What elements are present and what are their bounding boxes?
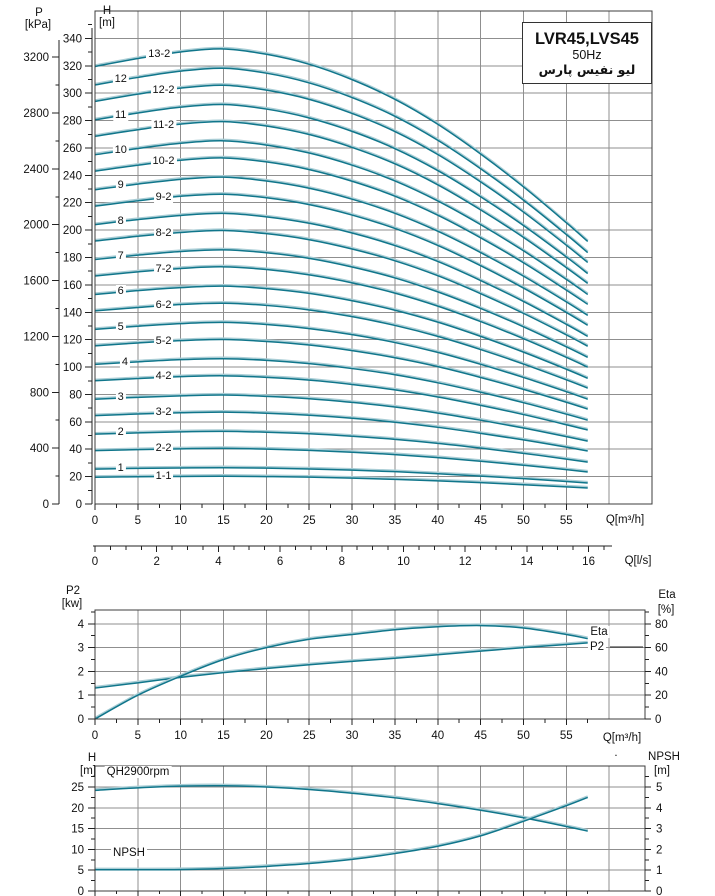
bh-tick-label: 20 (71, 802, 84, 815)
x-tick-label: 20 (259, 515, 273, 527)
stage-curve-label: 11 (114, 108, 127, 121)
npsh-tick-label: 2 (656, 844, 663, 857)
ls-tick-label: 14 (520, 556, 534, 568)
stage-curve-label: 5-2 (155, 334, 172, 347)
eta-tick-label: 0 (655, 714, 662, 726)
mid-x-tick-label: 25 (302, 730, 316, 742)
stage-curve-label: 4 (121, 355, 129, 368)
stage-curve-label: 10-2 (152, 155, 175, 168)
h-tick-label: 280 (62, 115, 82, 128)
p2-axis-title: P2 (65, 585, 81, 597)
npsh-tick-label: 3 (656, 823, 663, 836)
p-axis-unit: [kPa] (24, 19, 52, 31)
ls-tick-label: 4 (215, 556, 222, 568)
eta-axis-unit: [%] (657, 604, 675, 616)
p2-curve-label: P2 (589, 641, 605, 653)
p-tick-label: 0 (42, 499, 49, 511)
mid-x-tick-label: 55 (559, 730, 573, 742)
x-tick-label: 50 (517, 515, 530, 527)
stage-curve-label: 6-2 (155, 298, 172, 311)
h-axis-unit: [m] (99, 17, 115, 29)
stage-curve-label: 1 (117, 461, 124, 474)
brand-name: ليو نفيس پارس (538, 61, 636, 77)
stage-curve-label: 12-2 (152, 83, 175, 96)
h-tick-label: 0 (75, 499, 82, 511)
stage-curve-label: 2-2 (155, 442, 172, 455)
x-tick-label: 0 (91, 515, 99, 527)
bh-tick-label: 5 (77, 865, 84, 878)
stage-curve-label: 5 (117, 320, 124, 333)
eta-curve-label: Eta (590, 626, 608, 638)
stage-curve-label: 13-2 (148, 48, 171, 61)
x-tick-label: 30 (345, 515, 359, 527)
stage-curve-label: 8 (117, 214, 124, 227)
stage-curve-label: 9 (117, 179, 124, 192)
kw-tick-label: 0 (77, 714, 84, 726)
npsh-axis-title: NPSH (648, 751, 680, 763)
h-tick-label: 180 (62, 252, 82, 265)
mid-x-tick-label: 30 (345, 730, 359, 742)
stage-curve-label: 3-2 (155, 406, 172, 419)
x-tick-label: 35 (388, 515, 402, 527)
npsh-curve-halo (95, 796, 588, 868)
h-tick-label: 300 (62, 88, 82, 101)
stage-curve-label: 7-2 (155, 262, 172, 275)
kw-tick-label: 4 (77, 618, 84, 631)
h-tick-label: 60 (69, 416, 82, 429)
stage-curve-label: 7 (117, 249, 124, 262)
p-tick-label: 2000 (23, 219, 49, 232)
p-tick-label: 1600 (23, 275, 49, 288)
main-x-axis-unit: Q[m³/h] (605, 514, 645, 526)
h-tick-label: 200 (62, 225, 82, 238)
bottom-h-axis-unit: [m] (80, 765, 96, 777)
mid-x-tick-label: 50 (517, 730, 530, 742)
kw-tick-label: 2 (77, 666, 84, 679)
eta-tick-label: 20 (655, 690, 668, 703)
ls-tick-label: 12 (458, 556, 472, 568)
eta-curve (95, 626, 588, 719)
x-tick-label: 15 (217, 515, 230, 527)
p-tick-label: 400 (29, 443, 49, 456)
x-tick-label: 25 (302, 515, 316, 527)
eta-tick-label: 40 (655, 666, 668, 679)
mid-x-tick-label: 5 (134, 730, 142, 742)
mid-x-tick-label: 35 (388, 730, 402, 742)
x-tick-label: 5 (134, 515, 142, 527)
h-tick-label: 80 (69, 389, 82, 402)
p-tick-label: 800 (29, 387, 49, 400)
stage-curve-label: 12 (114, 73, 127, 86)
kw-tick-label: 3 (77, 642, 84, 655)
p2-axis-unit: [kw] (61, 598, 83, 610)
h-tick-label: 140 (62, 307, 82, 320)
ls-axis-unit: Q[l/s] (624, 555, 652, 567)
p-tick-label: 2400 (23, 163, 49, 176)
h-tick-label: 40 (69, 444, 82, 457)
mid-x-tick-label: 15 (217, 730, 230, 742)
ls-tick-label: 2 (153, 556, 160, 568)
h-tick-label: 160 (62, 279, 82, 292)
pump-model: LVR45,LVS45 (535, 29, 639, 48)
x-tick-label: 10 (174, 515, 188, 527)
stage-curve-label: 9-2 (155, 191, 172, 204)
npsh-axis-unit: [m] (654, 765, 670, 777)
bh-tick-label: 25 (71, 782, 84, 794)
h-tick-label: 320 (62, 60, 82, 73)
p-tick-label: 1200 (23, 331, 49, 344)
h-tick-label: 100 (62, 362, 82, 375)
stage-curve-label: 1-1 (155, 469, 172, 482)
ls-tick-label: 0 (91, 556, 99, 568)
stage-curve-label: 10 (114, 144, 127, 157)
p-tick-label: 3200 (23, 52, 49, 65)
h-tick-label: 340 (62, 33, 82, 46)
mid-x-tick-label: 0 (91, 730, 99, 742)
bh-tick-label: 0 (77, 886, 84, 896)
h-tick-label: 240 (62, 170, 82, 183)
h-axis-title: H (102, 5, 112, 17)
npsh-tick-label: 0 (656, 886, 663, 896)
stage-curve-label: 11-2 (152, 119, 175, 132)
stage-curve-label: 8-2 (155, 226, 172, 239)
h-tick-label: 220 (62, 197, 82, 210)
ls-tick-label: 16 (582, 556, 595, 568)
mid-plot-border (95, 610, 645, 719)
bh-tick-label: 15 (71, 823, 84, 836)
eta-axis-title: Eta (658, 589, 676, 601)
mid-x-axis-unit: Q[m³/h] (602, 732, 642, 744)
stage-curve-label: 3 (117, 391, 124, 404)
npsh-curve-label: NPSH (113, 847, 145, 859)
npsh-tick-label: 1 (656, 865, 663, 878)
mid-x-tick-label: 10 (174, 730, 188, 742)
h-tick-label: 20 (69, 471, 82, 484)
title-box (522, 22, 652, 84)
ls-tick-label: 8 (338, 556, 345, 568)
ls-tick-label: 10 (397, 556, 410, 568)
p-axis-title: P (35, 7, 43, 19)
bh-tick-label: 10 (71, 844, 84, 857)
x-tick-label: 40 (431, 515, 445, 527)
h-tick-label: 260 (62, 142, 82, 155)
bottom-h-axis-title: H (87, 752, 97, 764)
mid-x-tick-label: 45 (474, 730, 488, 742)
ls-tick-label: 6 (276, 556, 284, 568)
h-tick-label: 120 (62, 334, 82, 347)
eta-tick-label: 60 (655, 642, 668, 655)
mid-x-tick-label: 20 (259, 730, 273, 742)
stray-dot: . (614, 747, 618, 759)
kw-tick-label: 1 (77, 690, 84, 703)
stage-curve-label: 6 (117, 285, 124, 298)
npsh-tick-label: 4 (656, 802, 663, 815)
eta-tick-label: 80 (655, 618, 668, 631)
x-tick-label: 55 (559, 515, 573, 527)
frequency: 50Hz (572, 47, 602, 62)
npsh-tick-label: 5 (656, 782, 663, 794)
mid-x-tick-label: 40 (431, 730, 445, 742)
qh-curve-label: QH2900rpm (106, 766, 170, 778)
x-tick-label: 45 (474, 515, 488, 527)
stage-curve-label: 2 (117, 426, 124, 439)
p-tick-label: 2800 (23, 108, 49, 121)
stage-curve-label: 4-2 (155, 370, 172, 383)
